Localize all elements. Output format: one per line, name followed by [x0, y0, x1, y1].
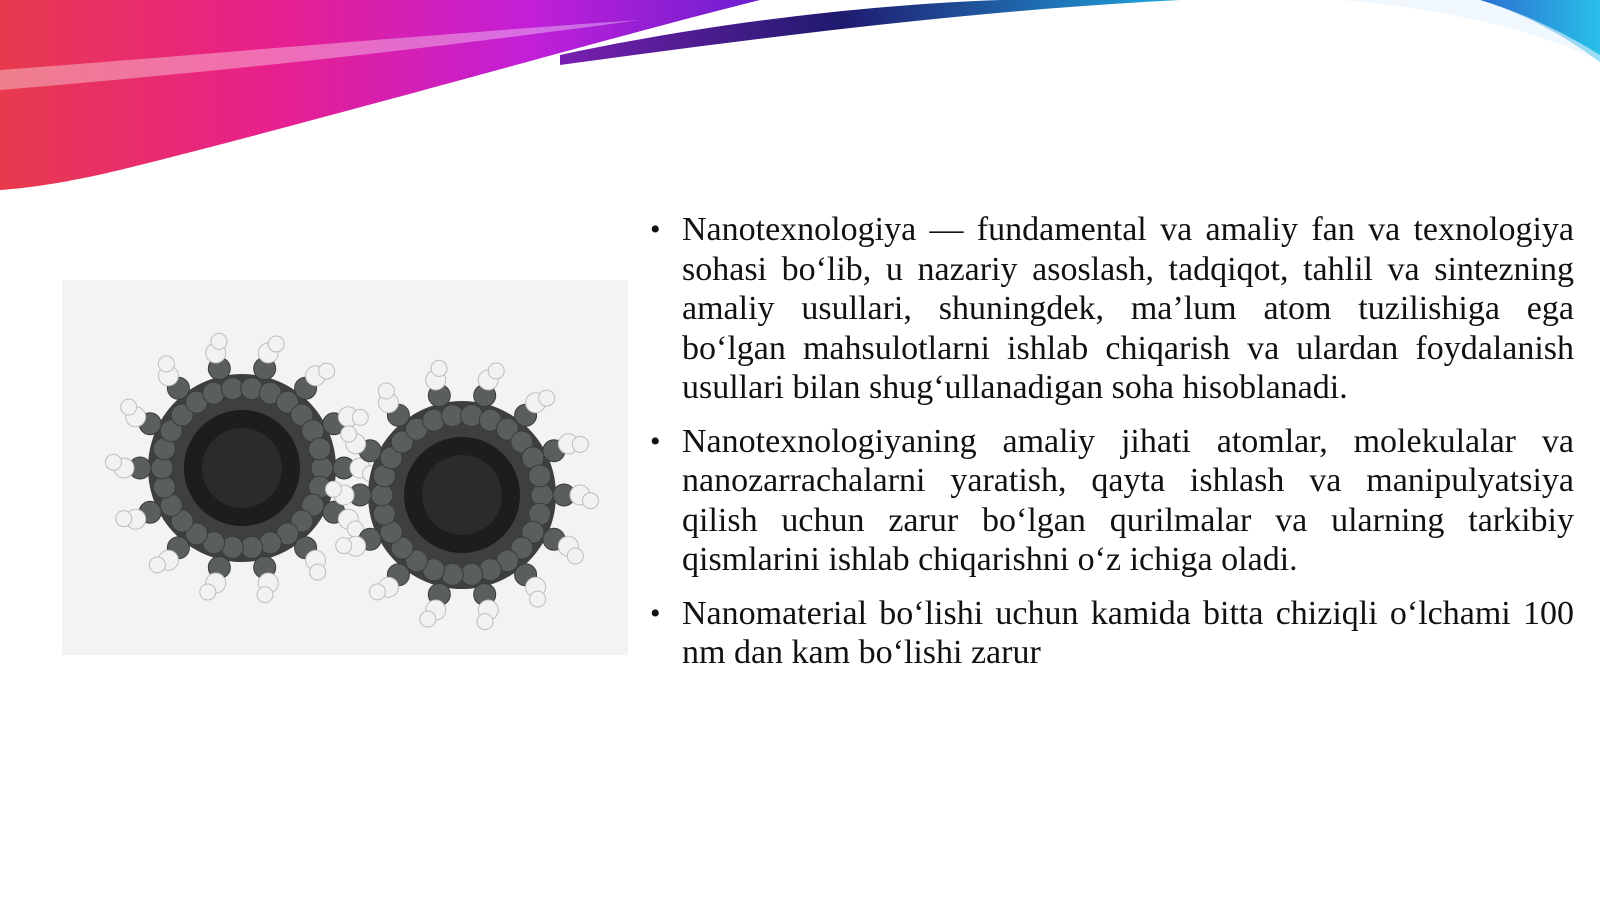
bullet-item-1 [650, 210, 1574, 408]
bullet-marker: • [650, 424, 661, 458]
bullet-text: Nanotexnologiyaning amaliy jihati atomlar, molekulalar va nanozarrachalarni yaratish, qayta ishlash va manipulyatsiya qilish uchun zarur bo‘lgan qurilmalar va ularning tarkibiy qismlarini ishlab chiqarishni o‘z ichiga oladi. [682, 422, 1574, 578]
bullet-text: Nanotexnologiya — fundamental va amaliy fan va texnologiya sohasi bo‘lib, u nazariy asoslash, tadqiqot, tahlil va sintezning amaliy usullari, shuningdek, ma’lum atom tuzilishiga ega bo‘lgan mahsulotlarni ishlab chiqarish va ulardan foydalanish usullari bilan shug‘ullanadigan soha hisoblanadi. [682, 211, 1574, 406]
molecular-gear-image [62, 280, 628, 655]
bullet-marker: • [650, 596, 661, 630]
bullet-list [650, 210, 1574, 687]
bullet-marker: • [650, 213, 661, 246]
molecular-gear-illustration [62, 280, 628, 655]
bullet-text: Nanomaterial bo‘lishi uchun kamida bitta chiziqli o‘lchami 100 nm dan kam bo‘lishi zarur [682, 594, 1574, 671]
bullet-item-3 [650, 594, 1574, 673]
bullet-item-2 [650, 422, 1574, 580]
header-swoosh-decoration [0, 0, 1600, 200]
